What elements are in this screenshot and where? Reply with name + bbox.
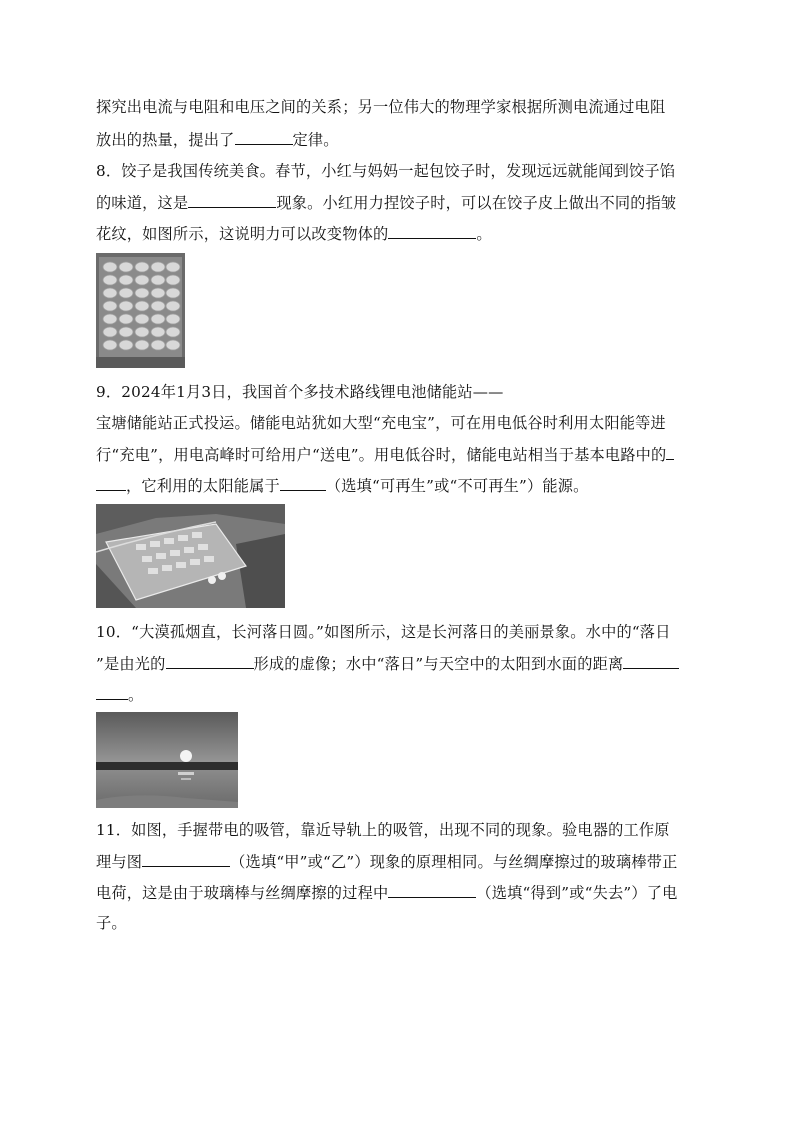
- q8-line-2: [96, 191, 676, 214]
- answer-blank-q8-2[interactable]: [388, 222, 476, 239]
- q9-line-2: 宝塘储能站正式投运。储能电站犹如大型“充电宝”，可在用电低谷时利用太阳能等进: [96, 414, 666, 432]
- q8-line-1: 8．饺子是我国传统美食。春节，小红与妈妈一起包饺子时，发现远远就能闻到饺子馅: [96, 162, 676, 180]
- q9-text-a: 行“充电”，用电高峰时可给用户“送电”。用电低谷时，储能电站相当于基本电路中的: [96, 446, 667, 464]
- answer-blank-q10-2a[interactable]: [623, 652, 679, 669]
- q7-text-b: 定律。: [292, 131, 339, 149]
- q10-line-1: 10．“大漠孤烟直，长河落日圆。”如图所示，这是长河落日的美丽景象。水中的“落日: [96, 623, 671, 641]
- energy-station-aerial-photo: [96, 504, 285, 608]
- answer-blank-q8-1[interactable]: [188, 191, 276, 208]
- q7-line-2: [96, 128, 339, 151]
- q11-text-a: 理与图: [96, 853, 143, 871]
- answer-blank-q11-1[interactable]: [142, 850, 230, 867]
- q11-text-d: （选填“得到”或“失去”）了电: [476, 884, 678, 902]
- q11-line-2: [96, 850, 678, 873]
- answer-blank-q9-2[interactable]: [280, 474, 326, 491]
- q11-line-3: [96, 881, 678, 904]
- answer-blank-q10-2b[interactable]: [96, 683, 128, 700]
- q10-line-2: [96, 652, 679, 675]
- q10-text-b: 形成的虚像；水中“落日”与天空中的太阳到水面的距离: [253, 655, 624, 673]
- q8-text-a: 的味道，这是: [96, 194, 189, 212]
- answer-blank-q11-2[interactable]: [388, 881, 476, 898]
- answer-blank-q7[interactable]: [235, 128, 293, 145]
- q11-text-c: 电荷，这是由于玻璃棒与丝绸摩擦的过程中: [96, 884, 389, 902]
- q7-text-a: 放出的热量，提出了: [96, 131, 235, 149]
- q9-text-c: （选填“可再生”或“不可再生”）能源。: [325, 477, 589, 495]
- q8-line-3: [96, 222, 492, 245]
- q7-line-1: 探究出电流与电阻和电压之间的关系；另一位伟大的物理学家根据所测电流通过电阻: [96, 98, 666, 116]
- q8-text-c: 花纹，如图所示，这说明力可以改变物体的: [96, 225, 389, 243]
- q8-text-d: 。: [476, 225, 492, 243]
- q11-line-4: 子。: [96, 914, 127, 932]
- q8-text-b: 现象。小红用力捏饺子时，可以在饺子皮上做出不同的指皱: [276, 194, 677, 212]
- q11-line-1: 11．如图，手握带电的吸管，靠近导轨上的吸管，出现不同的现象。验电器的工作原: [96, 821, 670, 839]
- dumplings-photo: [96, 253, 185, 368]
- answer-blank-q9-1a[interactable]: [666, 443, 674, 460]
- answer-blank-q10-1[interactable]: [166, 652, 254, 669]
- q9-text-b: ，它利用的太阳能属于: [126, 477, 280, 495]
- q11-text-b: （选填“甲”或“乙”）现象的原理相同。与丝绸摩擦过的玻璃棒带正: [230, 853, 678, 871]
- river-sunset-photo: [96, 712, 238, 808]
- q10-line-3: [96, 683, 143, 706]
- q9-line-3: [96, 443, 674, 466]
- q10-text-c: 。: [128, 686, 144, 704]
- q10-text-a: ”是由光的: [96, 655, 166, 673]
- q9-line-1: 9．2024年1月3日，我国首个多技术路线锂电池储能站——: [96, 383, 504, 401]
- q9-line-4: [96, 474, 589, 497]
- answer-blank-q9-1b[interactable]: [96, 474, 126, 491]
